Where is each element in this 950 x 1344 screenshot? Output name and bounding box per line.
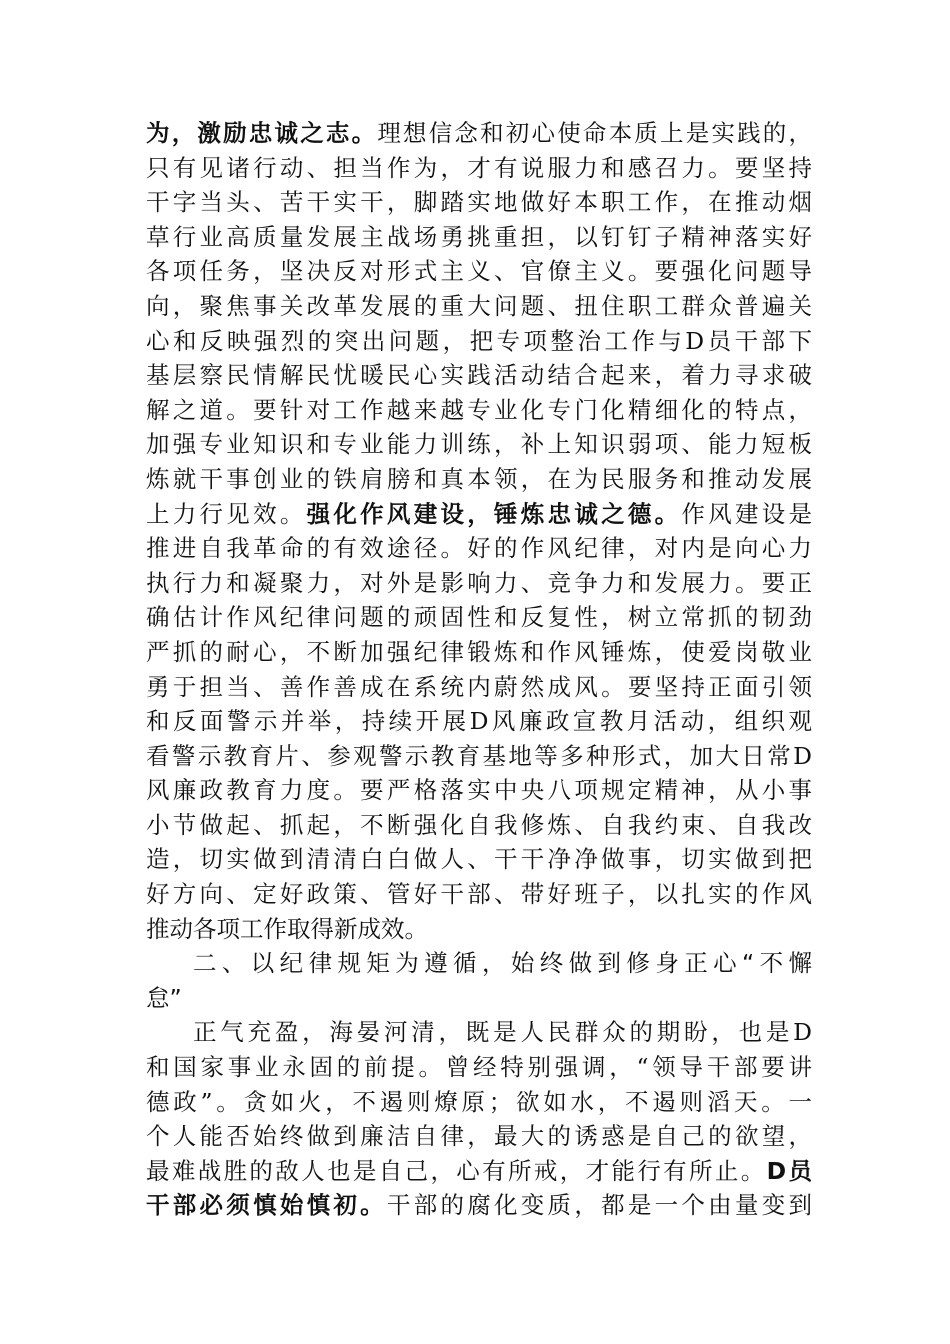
line-text: 炼就干事创业的铁肩膀和真本领，在为民服务和推动发展 <box>146 464 812 493</box>
text-line <box>146 358 812 393</box>
text-line <box>146 116 812 151</box>
text-line <box>146 324 812 359</box>
line-text: 德政”。贪如火，不遏则燎原；欲如水，不遏则滔天。一 <box>146 1087 812 1116</box>
line-text: 严抓的耐心，不断加强纪律锻炼和作风锤炼，使爱岗敬业 <box>146 637 812 666</box>
line-text: 个人能否始终做到廉洁自律，最大的诱惑是自己的欲望， <box>146 1122 812 1151</box>
text-line <box>146 739 812 774</box>
line-text: 风廉政教育力度。要严格落实中央八项规定精神，从小事 <box>146 776 812 805</box>
line-text: 各项任务，坚决反对形式主义、官僚主义。要强化问题导 <box>146 257 812 286</box>
text-line <box>146 151 812 186</box>
text-line <box>146 773 812 808</box>
line-text: 上力行见效。 <box>146 499 307 528</box>
line-text: 基层察民情解民忧暖民心实践活动结合起来，着力寻求破 <box>146 361 812 390</box>
bold-phrase: 为，激励忠诚之志。 <box>146 119 378 147</box>
line-text: 好方向、定好政策、管好干部、带好班子，以扎实的作风 <box>146 880 812 909</box>
text-line <box>146 566 812 601</box>
text-line <box>146 600 812 635</box>
line-text: 推进自我革命的有效途径。好的作风纪律，对内是向心力 <box>146 534 812 563</box>
text-line <box>146 877 812 912</box>
text-line <box>146 1154 812 1189</box>
line-text: 加强专业知识和专业能力训练，补上知识弱项、能力短板 <box>146 430 812 459</box>
line-text: 最难战胜的敌人也是自己，心有所戒，才能行有所止。 <box>146 1156 767 1185</box>
text-line <box>146 1085 812 1120</box>
text-line <box>146 462 812 497</box>
line-text: 作风建设是 <box>681 499 813 528</box>
line-text: 造，切实做到清清白白做人、干干净净做事，切实做到把 <box>146 845 812 874</box>
bold-phrase: D员 <box>766 1156 812 1185</box>
section-heading <box>146 946 812 981</box>
text-line <box>146 289 812 324</box>
text-line <box>146 808 812 843</box>
text-line <box>146 912 812 947</box>
line-text: 和国家事业永固的前提。曾经特别强调，“领导干部要讲 <box>146 1053 812 1082</box>
section-heading-continued <box>146 981 812 1016</box>
text-line <box>146 254 812 289</box>
line-text: 和反面警示并举，持续开展D风廉政宣教月活动，组织观 <box>146 707 812 736</box>
bold-phrase: 强化作风建设，锤炼忠诚之德。 <box>306 499 682 528</box>
text-line <box>146 1050 812 1085</box>
line-text: 执行力和凝聚力，对外是影响力、竞争力和发展力。要正 <box>146 568 812 597</box>
line-text: 推动各项工作取得新成效。 <box>146 914 428 943</box>
document-body <box>146 116 812 1223</box>
line-text: 小节做起、抓起，不断强化自我修炼、自我约束、自我改 <box>146 810 812 839</box>
heading-text: 二、以纪律规矩为遵循，始终做到修身正心“不懈 <box>193 949 812 978</box>
line-text: 只有见诸行动、担当作为，才有说服力和感召力。要坚持 <box>146 153 812 182</box>
text-line <box>146 220 812 255</box>
text-line <box>146 1119 812 1154</box>
text-line <box>146 393 812 428</box>
line-text: 心和反映强烈的突出问题，把专项整治工作与D员干部下 <box>146 326 812 355</box>
line-text: 草行业高质量发展主战场勇挑重担，以钉钉子精神落实好 <box>146 222 812 251</box>
line-text: 看警示教育片、参观警示教育基地等多种形式，加大日常D <box>146 741 812 770</box>
text-line <box>146 531 812 566</box>
heading-text: 怠” <box>146 983 182 1012</box>
text-line <box>146 497 812 532</box>
line-text: 干字当头、苦干实干，脚踏实地做好本职工作，在推动烟 <box>146 188 812 217</box>
text-line <box>146 670 812 705</box>
text-line <box>146 1015 812 1050</box>
text-line <box>146 842 812 877</box>
line-text: 解之道。要针对工作越来越专业化专门化精细化的特点， <box>146 395 812 424</box>
text-line <box>146 1188 812 1223</box>
bold-phrase: 干部必须慎始慎初。 <box>146 1191 387 1220</box>
line-text: 确估计作风纪律问题的顽固性和反复性，树立常抓的韧劲 <box>146 603 812 632</box>
line-text: 勇于担当、善作善成在系统内蔚然成风。要坚持正面引领 <box>146 672 812 701</box>
line-text: 干部的腐化变质，都是一个由量变到 <box>386 1191 812 1220</box>
text-line <box>146 185 812 220</box>
line-text: 理想信念和初心使命本质上是实践的， <box>377 119 813 147</box>
line-text: 向，聚焦事关改革发展的重大问题、扭住职工群众普遍关 <box>146 291 812 320</box>
line-text: 正气充盈，海晏河清，既是人民群众的期盼，也是D <box>193 1018 812 1047</box>
text-line <box>146 427 812 462</box>
text-line <box>146 704 812 739</box>
text-line <box>146 635 812 670</box>
